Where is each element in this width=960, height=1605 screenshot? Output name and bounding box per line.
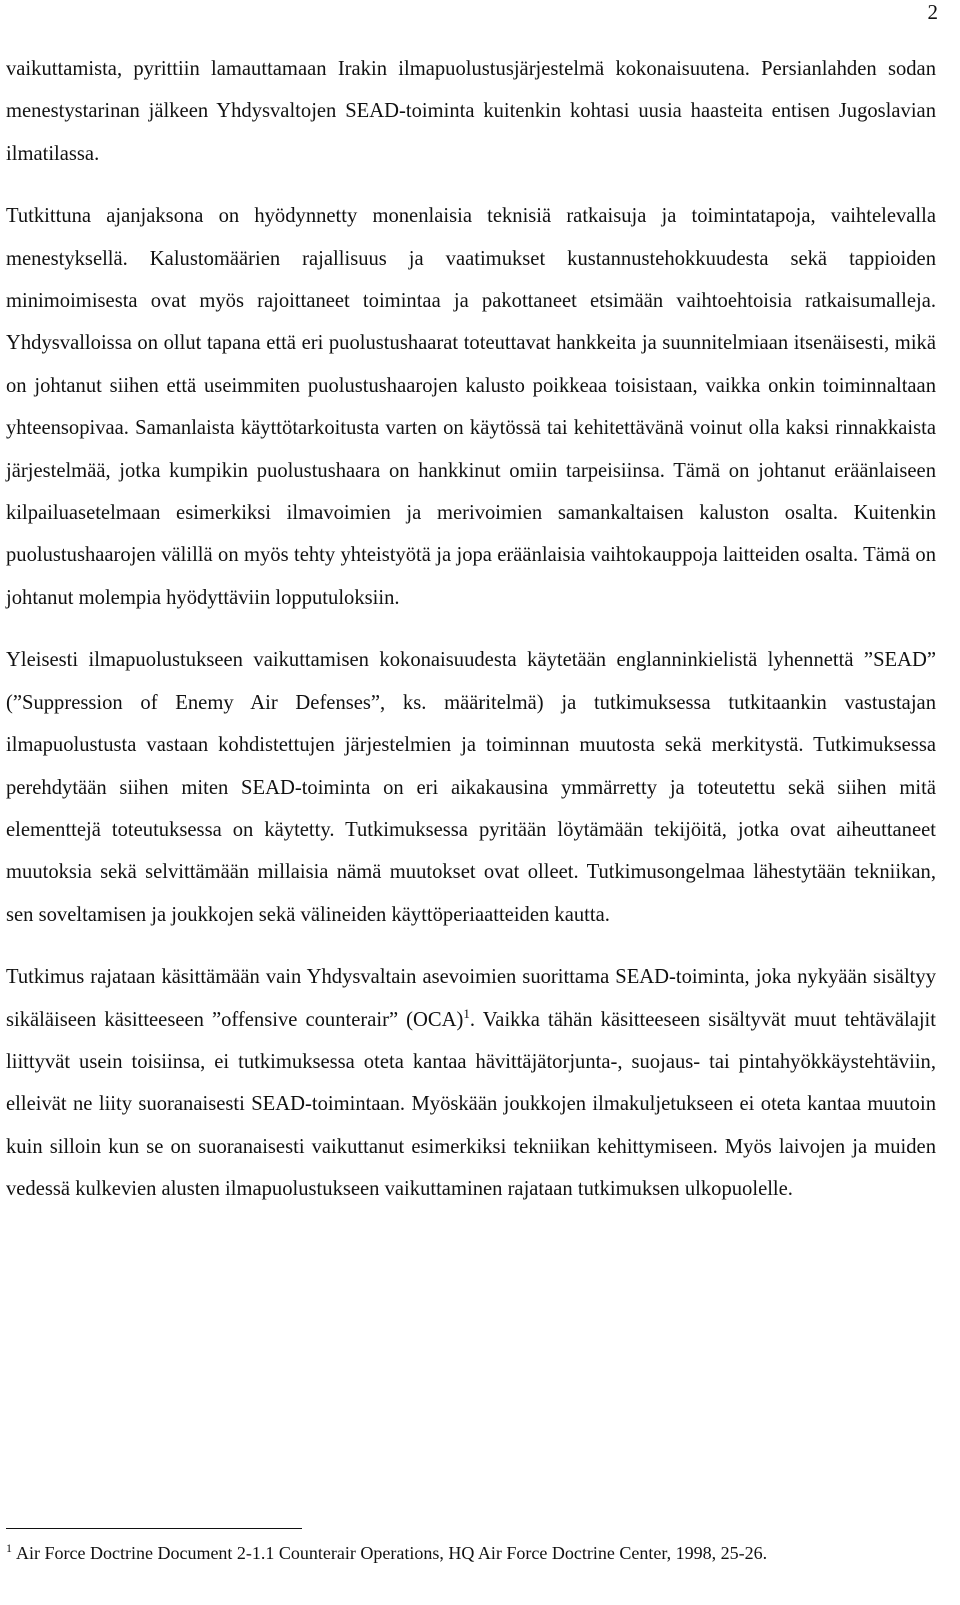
paragraph-technical-solutions: Tutkittuna ajanjaksona on hyödynnetty monenlaisia teknisiä ratkaisuja ja toimintatapoja, vaihtelevalla menestyksellä. Kalustomäärien rajallisuus ja vaatimukset kustannustehokkuudesta sekä tappioiden minimoimisesta ovat myös rajoittaneet toimintaa ja pakottaneet etsimään vaihtoehtoisia ratkaisumalleja. Yhdysvalloissa on ollut tapana että eri puolustushaarat toteuttavat hankkeita ja suunnitelmiaan itsenäisesti, mikä on johtanut siihen että useimmiten puolustushaarojen kalusto poikkeaa toisistaan, vaikka onkin toiminnaltaan yhteensopivaa. Samanlaista käyttötarkoitusta varten on käytössä tai kehitettävänä voinut olla kaksi rinnakkaista järjestelmää, jotka kumpikin puolustushaara on hankkinut omiin tarpeisiinsa. Tämä on johtanut eräänlaiseen kilpailuasetelmaan esimerkiksi ilmavoimien ja merivoimien samankaltaisen kaluston osalta. Kuitenkin puolustushaarojen välillä on myös tehty yhteistyötä ja jopa eräänlaisia vaihtokauppoja laitteiden osalta. Tämä on johtanut molempia hyödyttäviin lopputuloksiin. [6,205,936,609]
paragraph-scope-limitation [6,956,936,1210]
footnote-text: Air Force Doctrine Document 2-1.1 Counterair Operations, HQ Air Force Doctrine Center, 1998, 25-26. [16,1543,768,1563]
body-text [6,48,936,1211]
footnote-reference[interactable]: 1 [463,1005,470,1021]
footnote-mark: 1 [6,1541,12,1555]
footnote-divider [6,1528,302,1529]
paragraph-intro-continuation: vaikuttamista, pyrittiin lamauttamaan Irakin ilmapuolustusjärjestelmä kokonaisuutena. Persianlahden sodan menestystarinan jälkeen Yhdysvaltojen SEAD-toiminta kuitenkin kohtasi uusia haasteita entisen Jugoslavian ilmatilassa. [6,58,936,165]
scope-text-before-ref: Tutkimus rajataan käsittämään vain Yhdysvaltain asevoimien suorittama SEAD-toiminta, joka nykyään sisältyy sikäläiseen käsitteeseen ”offensive counterair” (OCA) [6,966,936,1031]
paragraph-sead-definition: Yleisesti ilmapuolustukseen vaikuttamisen kokonaisuudesta käytetään englanninkielistä lyhennettä ”SEAD” (”Suppression of Enemy Air Defenses”, ks. määritelmä) ja tutkimuksessa tutkitaankin vastustajan ilmapuolustusta vastaan kohdistettujen järjestelmien ja toiminnan muutosta sekä merkitystä. Tutkimuksessa perehdytään siihen miten SEAD-toiminta on eri aikakausina ymmärretty ja toteutettu sekä siihen mitä elementtejä toteutuksessa on käytetty. Tutkimuksessa pyritään löytämään tekijöitä, jotka ovat aiheuttaneet muutoksia sekä selvittämään millaisia nämä muutokset ovat olleet. Tutkimusongelmaa lähestytään tekniikan, sen soveltamisen ja joukkojen sekä välineiden käyttöperiaatteiden kautta. [6,649,936,926]
page-number: 2 [927,0,938,24]
footnote [6,1541,936,1565]
scope-text-after-ref: . Vaikka tähän käsitteeseen sisältyvät muut tehtävälajit liittyvät usein toisiinsa, ei tutkimuksessa oteta kantaa hävittäjätorjunta-, suojaus- tai pintahyökkäystehtäviin, elleivät ne liity suoranaisesti SEAD-toimintaan. Myöskään joukkojen ilmakuljetukseen ei oteta kantaa muutoin kuin silloin kun se on suoranaisesti vaikuttanut esimerkiksi tekniikan kehittymiseen. Myös laivojen ja muiden vedessä kulkevien alusten ilmapuolustukseen vaikuttaminen rajataan tutkimuksen ulkopuolelle. [6,1008,936,1201]
